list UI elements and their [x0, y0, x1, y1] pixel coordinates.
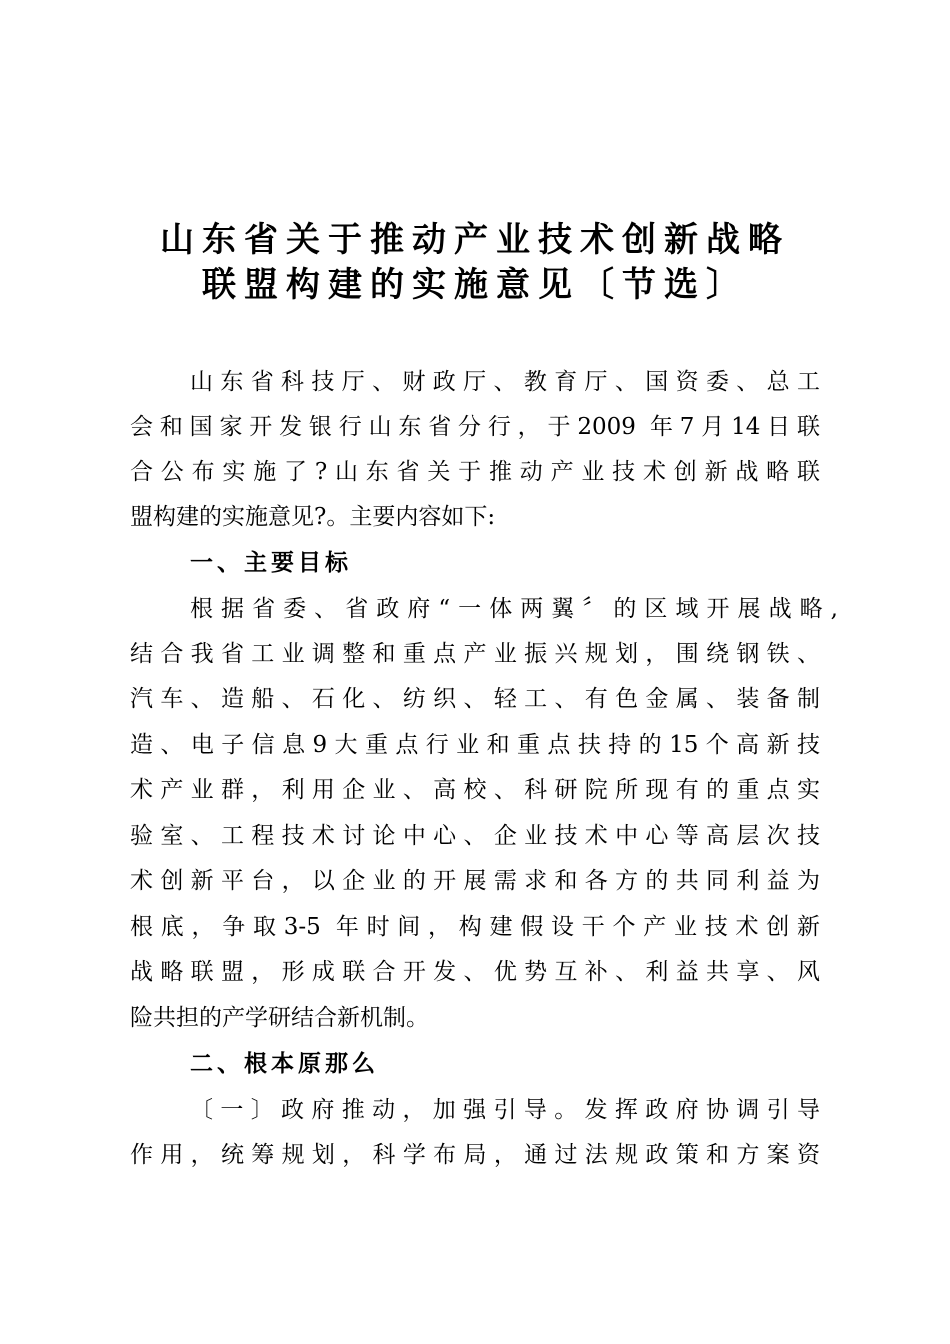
paragraph-3-line-1: 〔一〕政府推动，加强引导。发挥政府协调引导	[190, 1097, 820, 1123]
paragraph-1-line-2: 会和国家开发银行山东省分行，于2009 年7月14日联	[130, 414, 820, 440]
paragraph-2-line-7: 术创新平台，以企业的开展需求和各方的共同利益为	[130, 868, 820, 894]
paragraph-2-line-3: 汽车、造船、石化、纺织、轻工、有色金属、装备制	[130, 686, 820, 712]
document-title-line-2: 联盟构建的实施意见〔节选〕	[202, 265, 748, 305]
paragraph-2-line-2: 结合我省工业调整和重点产业振兴规划，围绕钢铁、	[130, 641, 820, 667]
paragraph-2-line-1: 根据省委、省政府“一体两翼〞的区域开展战略,	[190, 596, 838, 622]
section-heading-goals: 一、主要目标	[190, 550, 352, 576]
paragraph-1-line-3: 合公布实施了?山东省关于推动产业技术创新战略联	[130, 459, 820, 485]
paragraph-2-line-8: 根底，争取3-5 年时间，构建假设干个产业技术创新	[130, 914, 820, 940]
paragraph-2-line-10: 险共担的产学研结合新机制。	[130, 1005, 429, 1031]
paragraph-2-line-9: 战略联盟，形成联合开发、优势互补、利益共享、风	[130, 959, 820, 985]
document-title-line-1: 山东省关于推动产业技术创新战略	[160, 220, 790, 260]
paragraph-1-line-4: 盟构建的实施意见?。主要内容如下:	[130, 504, 496, 530]
paragraph-1-line-1: 山东省科技厅、财政厅、教育厅、国资委、总工	[190, 369, 820, 395]
paragraph-3-line-2: 作用，统筹规划，科学布局，通过法规政策和方案资	[130, 1142, 820, 1168]
section-heading-principles: 二、根本原那么	[190, 1051, 379, 1077]
paragraph-2-line-6: 验室、工程技术讨论中心、企业技术中心等高层次技	[130, 823, 820, 849]
paragraph-2-line-4: 造、电子信息9大重点行业和重点扶持的15个高新技	[130, 732, 820, 758]
paragraph-2-line-5: 术产业群，利用企业、高校、科研院所现有的重点实	[130, 777, 820, 803]
